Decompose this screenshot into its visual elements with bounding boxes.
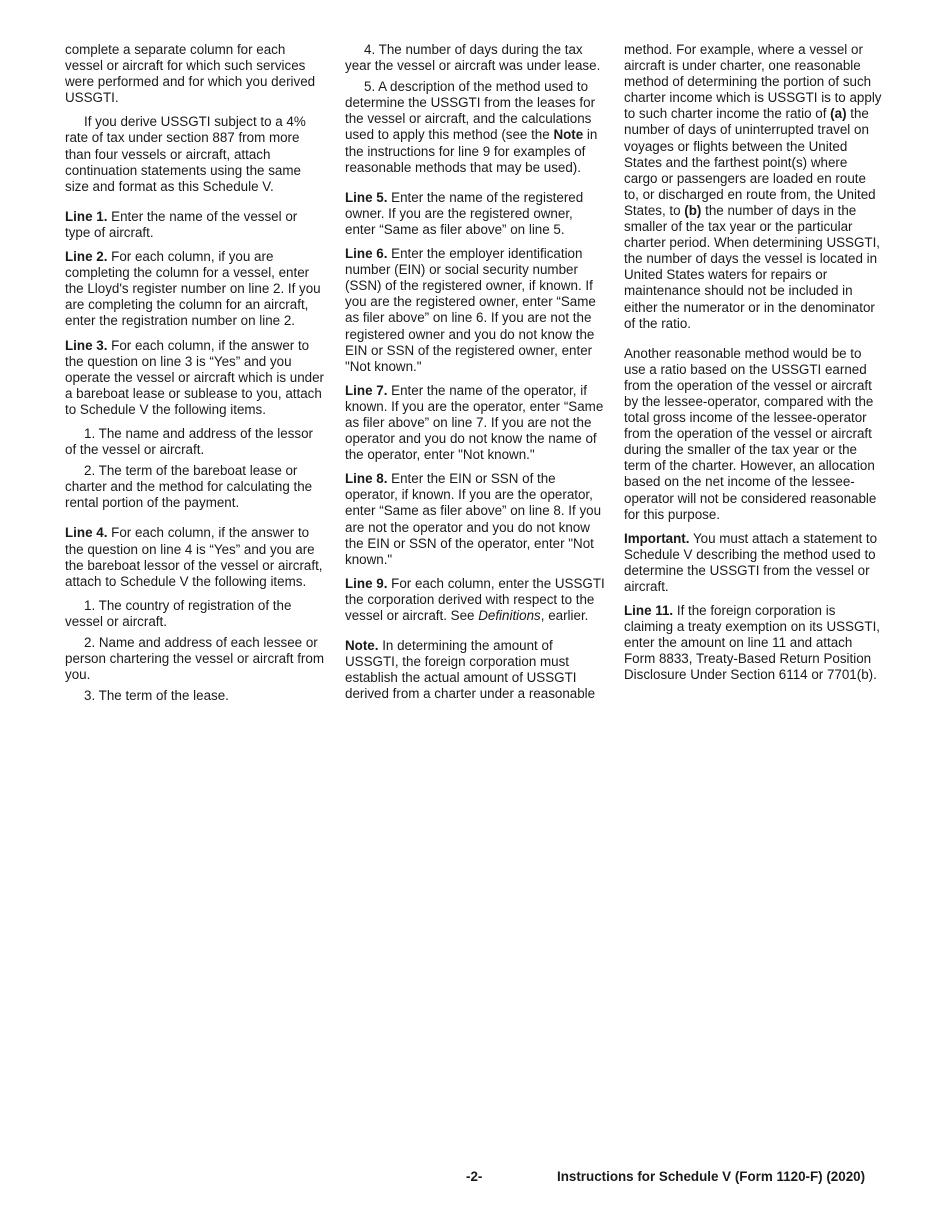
note-label: Note.	[345, 638, 379, 654]
line-2-instruction: Line 2. For each column, if you are completing the column for a vessel, enter the Lloyd's register number on line 2. If you are completing the column for an aircraft, enter the registration number on line 2.	[65, 249, 321, 329]
list-item: 4. The number of days during the tax year the vessel or aircraft was under lease.	[345, 42, 601, 74]
important-label: Important.	[624, 530, 690, 546]
line-label: Line 8.	[345, 471, 388, 487]
paragraph: complete a separate column for each vessel or aircraft for which such services were performed and for which you derived USSGTI.	[65, 42, 316, 106]
list-item: 2. Name and address of each lessee or person chartering the vessel or aircraft from you.	[65, 635, 324, 683]
column-3	[624, 42, 884, 692]
line-label: Line 11.	[624, 603, 674, 619]
list-item: 5. A description of the method used to determine the USSGTI from the leases for the vessel or aircraft, and the calculations used to apply this method (see the Note in the instructions for line 9 for examples of reasonable methods that may be used).	[345, 79, 598, 175]
paragraph: Another reasonable method would be to use a ratio based on the USSGTI earned from the operation of the vessel or aircraft by the lessee-operator, compared with the total gross income of the lessee-operator from the operation of the vessel or aircraft during the smaller of the tax year or the term of the charter. However, an allocation based on the net income of the lessee-operator will not be considered reasonable for this purpose.	[624, 345, 877, 522]
column-1	[65, 42, 325, 709]
page-number: -2-	[466, 1169, 483, 1184]
line-8-instruction: Line 8. Enter the EIN or SSN of the operator, if known. If you are the operator, enter “Same as filer above” on line 8. If you are not the operator and you do not know the EIN or SSN of the operator, enter "Not known."	[345, 471, 602, 567]
footer-title: Instructions for Schedule V (Form 1120-F) (2020)	[557, 1169, 866, 1184]
line-9-instruction: Line 9. For each column, enter the USSGTI the corporation derived with respect to the vessel or aircraft. See Definitions, earlier.	[345, 575, 605, 623]
line-label: Line 2.	[65, 249, 108, 265]
line-11-instruction: Line 11. If the foreign corporation is claiming a treaty exemption on its USSGTI, enter the amount on line 11 and attach Form 8833, Treaty-Based Return Position Disclosure Under Section 6114 or 7701(b).	[624, 603, 881, 683]
line-label: Line 5.	[345, 189, 388, 205]
paragraph: method. For example, where a vessel or aircraft is under charter, one reasonable method of determining the portion of such charter income which is USSGTI is to apply to such charter income the ratio of (a) the number of days of uninterrupted travel on voyages or flights between the United States and the farthest point(s) where cargo or passengers are loaded en route to, or discharged en route from, the United States, to (b) the number of days in the smaller of the tax year or the particular charter period. When determining USSGTI, the number of days the vessel is located in United States waters for repairs or maintenance should not be included in either the numerator or in the denominator of the ratio.	[624, 42, 882, 331]
line-label: Line 6.	[345, 246, 388, 262]
line-1-instruction: Line 1. Enter the name of the vessel or type of aircraft.	[65, 208, 298, 240]
list-item: 2. The term of the bareboat lease or charter and the method for calculating the rental portion of the payment.	[65, 463, 313, 511]
line-6-instruction: Line 6. Enter the employer identification number (EIN) or social security number (SSN) of the registered owner, if known. If you are the registered owner, enter “Same as filer above” on line 6. If you are not the registered owner and you do not know the EIN or SSN of the registered owner, enter "Not known."	[345, 246, 596, 374]
important-paragraph: Important. You must attach a statement to Schedule V describing the method used to determine the USSGTI from the vessel or aircraft.	[624, 530, 878, 594]
list-item: 1. The name and address of the lessor of the vessel or aircraft.	[65, 425, 314, 458]
line-label: Line 4.	[65, 525, 108, 541]
column-2	[345, 42, 605, 710]
line-label: Line 9.	[345, 575, 388, 591]
line-label: Line 3.	[65, 337, 108, 353]
note-paragraph: Note. In determining the amount of USSGTI, the foreign corporation must establish the actual amount of USSGTI derived from a charter under a reasonable	[345, 638, 596, 702]
line-label: Line 1.	[65, 208, 108, 224]
line-4-instruction: Line 4. For each column, if the answer to the question on line 4 is “Yes” and you are the bareboat lessor of the vessel or aircraft, attach to Schedule V the following items.	[65, 525, 323, 589]
paragraph: If you derive USSGTI subject to a 4% rate of tax under section 887 from more than four vessels or aircraft, attach continuation statements using the same size and format as this Schedule V.	[65, 114, 306, 194]
list-item: 3. The term of the lease.	[84, 688, 229, 704]
line-7-instruction: Line 7. Enter the name of the operator, if known. If you are the operator, enter “Same as filer above” on line 7. If you are not the operator and you do not know the name of the operator, enter "Not known."	[345, 382, 604, 463]
line-3-instruction: Line 3. For each column, if the answer to the question on line 3 is “Yes” and you operate the vessel or aircraft which is under a bareboat lease or sublease to you, attach to Schedule V the following items.	[65, 337, 325, 417]
line-label: Line 7.	[345, 382, 388, 398]
line-5-instruction: Line 5. Enter the name of the registered owner. If you are the registered owner, enter “Same as filer above” on line 5.	[345, 189, 584, 237]
list-item: 1. The country of registration of the vessel or aircraft.	[65, 597, 292, 629]
